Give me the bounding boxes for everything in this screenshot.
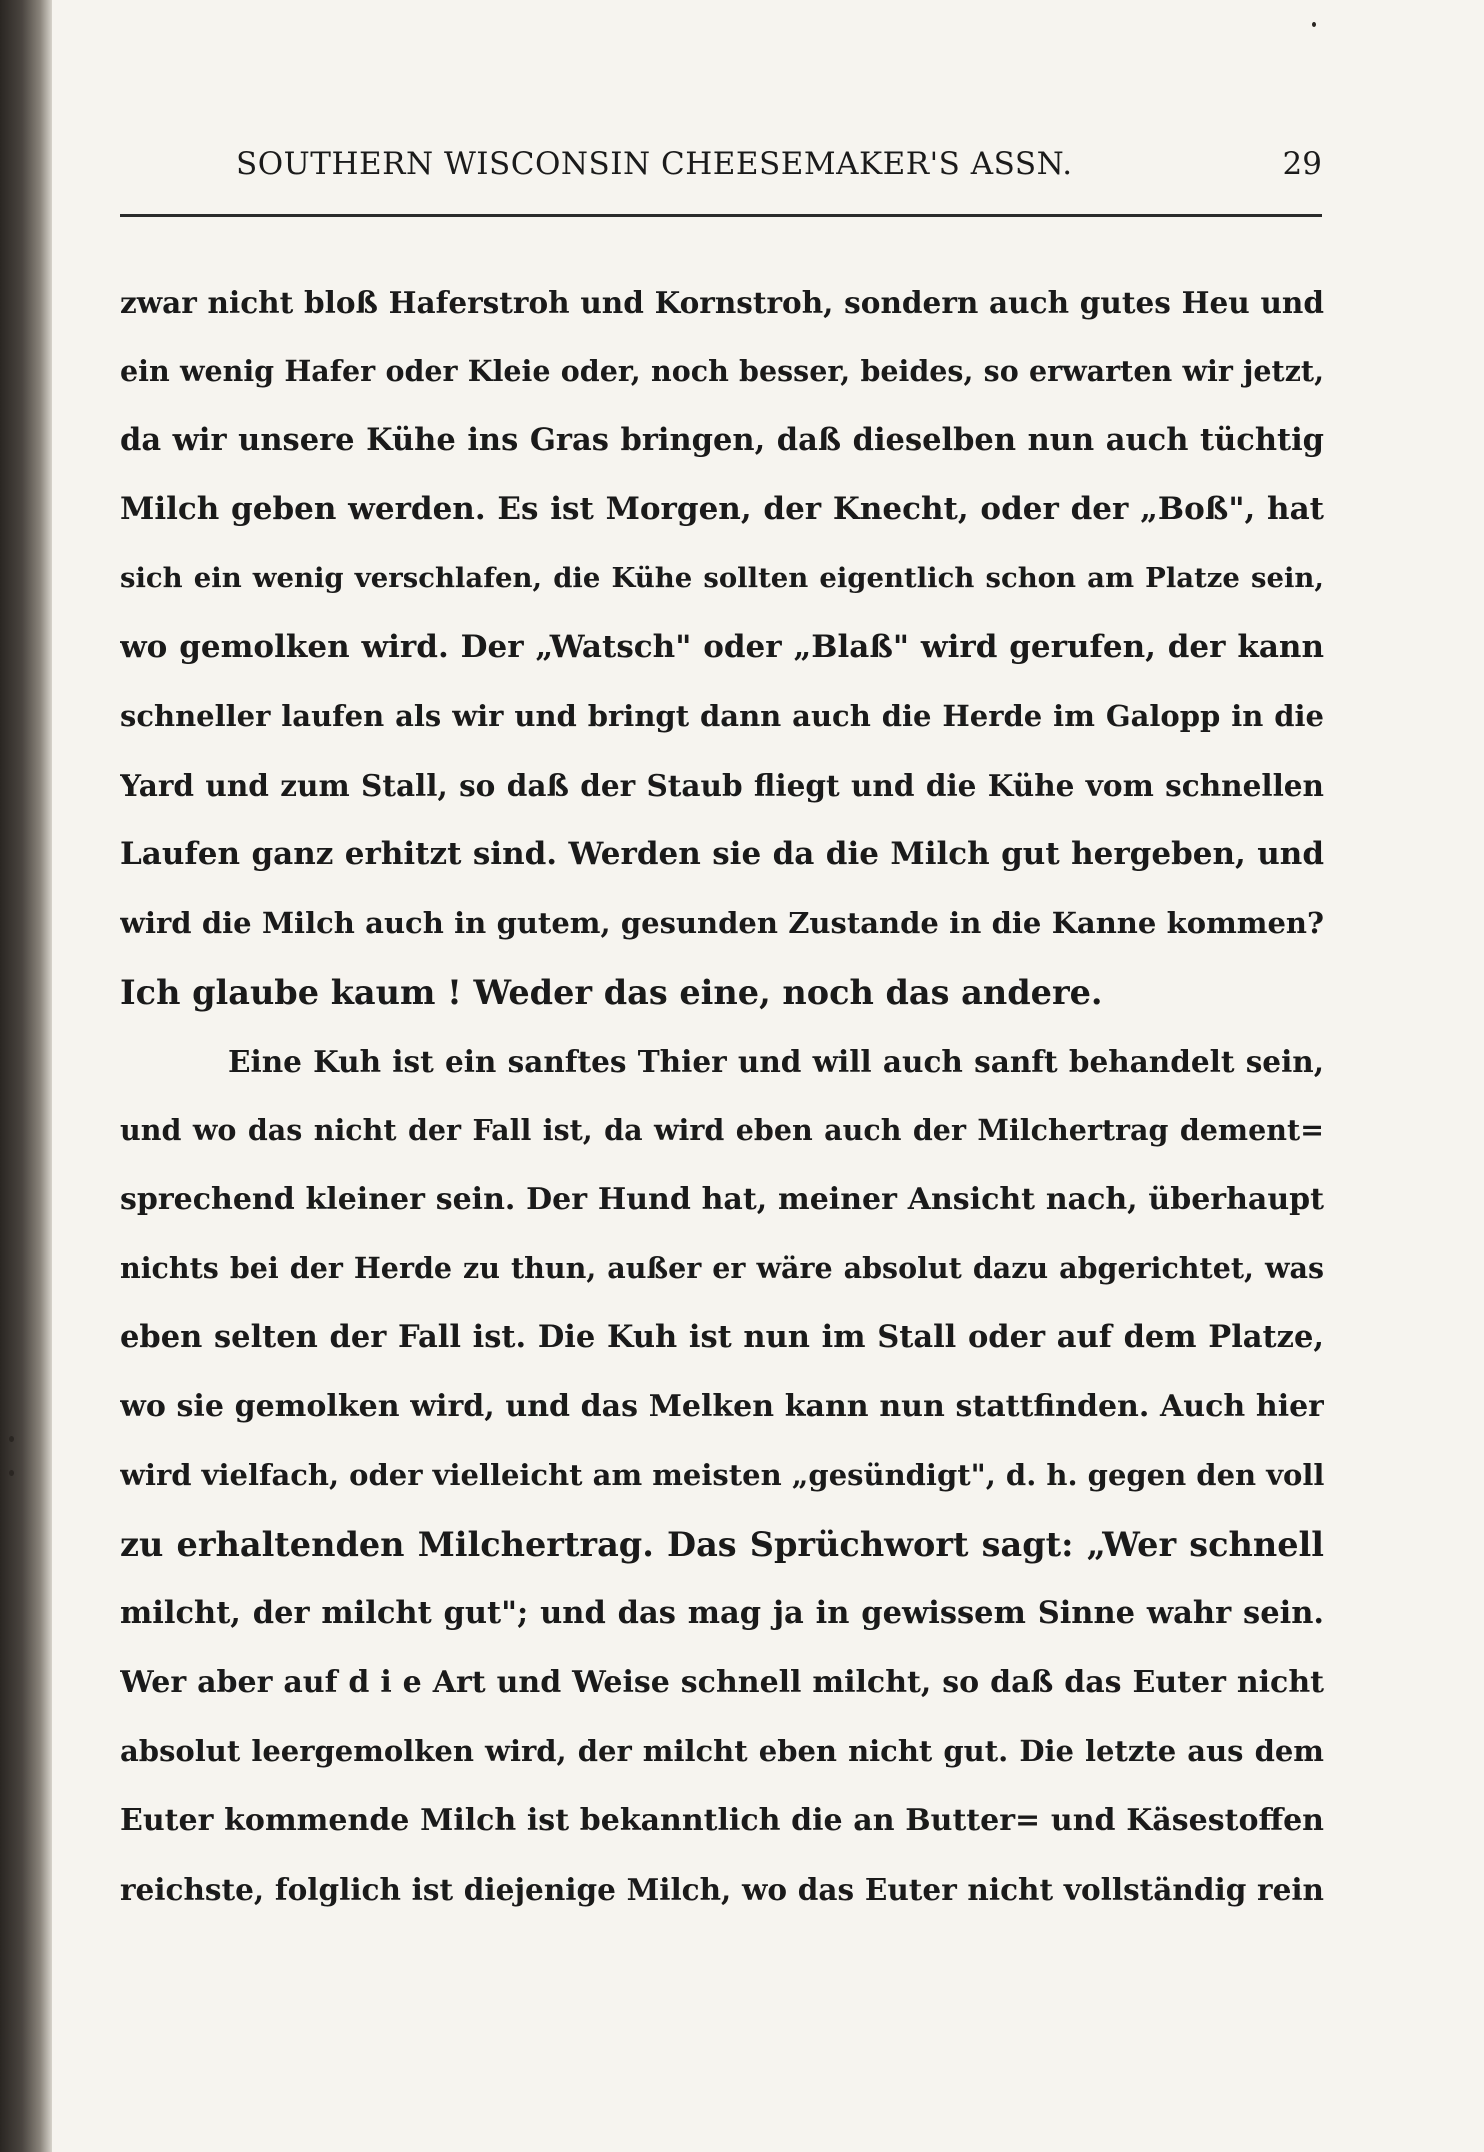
text-line: Laufen ganz erhitzt sind. Werden sie da die Milch gut hergeben, und <box>120 836 1324 872</box>
text-line: nichts bei der Herde zu thun, außer er wäre absolut dazu abgerichtet, was <box>120 1251 1324 1285</box>
text-line: da wir unsere Kühe ins Gras bringen, daß dieselben nun auch tüchtig <box>120 422 1324 458</box>
dust-speck <box>9 1436 14 1442</box>
page-header <box>236 140 1322 188</box>
paragraph-2 <box>120 1027 1324 1924</box>
text-line: sich ein wenig verschlafen, die Kühe sollten eigentlich schon am Platze sein, <box>120 562 1324 594</box>
text-line: absolut leergemolken wird, der milcht eben nicht gut. Die letzte aus dem <box>120 1734 1324 1768</box>
page-number: 29 <box>1282 146 1322 182</box>
text-line: eben selten der Fall ist. Die Kuh ist nun im Stall oder auf dem Platze, <box>120 1319 1324 1355</box>
dust-speck <box>9 1470 14 1476</box>
text-line: zwar nicht bloß Haferstroh und Kornstroh, sondern auch gutes Heu und <box>120 285 1324 320</box>
text-line: reichste, folglich ist diejenige Milch, wo das Euter nicht vollständig rein <box>120 1872 1324 1907</box>
text-line: ein wenig Hafer oder Kleie oder, noch besser, beides, so erwarten wir jetzt, <box>120 354 1324 388</box>
running-title: SOUTHERN WISCONSIN CHEESEMAKER'S ASSN. <box>236 146 1073 182</box>
dust-speck <box>1312 22 1316 27</box>
text-line: wird vielfach, oder vielleicht am meisten „gesündigt", d. h. gegen den voll <box>120 1458 1324 1492</box>
text-line: Milch geben werden. Es ist Morgen, der Knecht, oder der „Boß", hat <box>120 491 1324 527</box>
text-line: Eine Kuh ist ein sanftes Thier und will auch sanft behandelt sein, <box>228 1044 1324 1079</box>
text-line: und wo das nicht der Fall ist, da wird eben auch der Milchertrag dement= <box>120 1113 1324 1147</box>
paragraph-1 <box>120 268 1324 1027</box>
text-line: sprechend kleiner sein. Der Hund hat, meiner Ansicht nach, überhaupt <box>120 1182 1324 1217</box>
text-line: Wer aber auf d i e Art und Weise schnell milcht, so daß das Euter nicht <box>120 1665 1324 1700</box>
text-line: schneller laufen als wir und bringt dann auch die Herde im Galopp in die <box>120 699 1324 733</box>
text-line: wird die Milch auch in gutem, gesunden Zustande in die Kanne kommen? <box>120 906 1324 940</box>
text-line: wo gemolken wird. Der „Watsch" oder „Blaß" wird gerufen, der kann <box>120 629 1324 665</box>
body-text <box>120 268 1324 1924</box>
text-line: wo sie gemolken wird, und das Melken kann nun stattfinden. Auch hier <box>120 1389 1324 1424</box>
text-line: Euter kommende Milch ist bekanntlich die an Butter= und Käsestoffen <box>120 1803 1324 1838</box>
text-line: Ich glaube kaum ! Weder das eine, noch das andere. <box>120 973 1103 1012</box>
text-line: milcht, der milcht gut"; und das mag ja in gewissem Sinne wahr sein. <box>120 1595 1324 1631</box>
header-rule <box>120 214 1322 217</box>
page-binding-edge <box>0 0 52 2152</box>
text-line: zu erhaltenden Milchertrag. Das Sprüchwort sagt: „Wer schnell <box>120 1525 1324 1564</box>
text-line: Yard und zum Stall, so daß der Staub fliegt und die Kühe vom schnellen <box>120 768 1324 803</box>
